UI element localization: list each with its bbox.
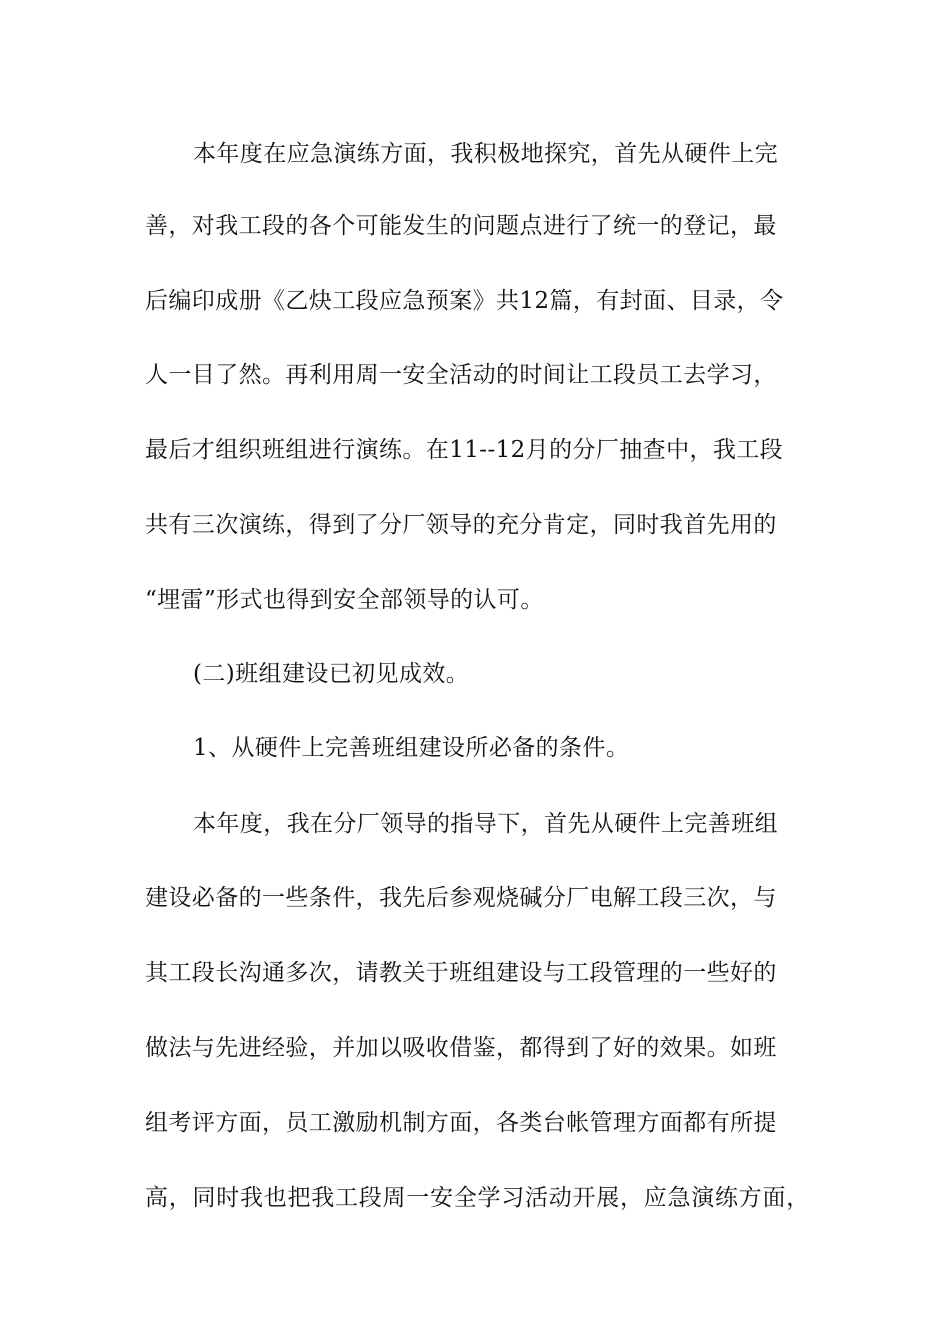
paragraph-line: 人一目了然。再利用周一安全活动的时间让工段员工去学习， xyxy=(145,362,777,388)
paragraph-line: 本年度在应急演练方面，我积极地探究，首先从硬件上完 xyxy=(193,141,778,167)
paragraph-line: “埋雷”形式也得到安全部领导的认可。 xyxy=(145,587,544,613)
paragraph-line: 其工段长沟通多次，请教关于班组建设与工段管理的一些好的 xyxy=(145,960,777,986)
paragraph-line: 善，对我工段的各个可能发生的问题点进行了统一的登记，最 xyxy=(145,213,777,239)
paragraph-line: 共有三次演练，得到了分厂领导的充分肯定，同时我首先用的 xyxy=(145,512,777,538)
paragraph-line: 做法与先进经验，并加以吸收借鉴，都得到了好的效果。如班 xyxy=(145,1035,777,1061)
paragraph-line: 最后才组织班组进行演练。在11--12月的分厂抽查中，我工段 xyxy=(145,437,784,463)
section-heading: (二)班组建设已初见成效。 xyxy=(193,661,470,687)
paragraph-line: 本年度，我在分厂领导的指导下，首先从硬件上完善班组 xyxy=(193,811,778,837)
paragraph-line: 组考评方面，员工激励机制方面，各类台帐管理方面都有所提 xyxy=(145,1110,777,1136)
paragraph-line: 建设必备的一些条件，我先后参观烧碱分厂电解工段三次，与 xyxy=(145,885,777,911)
paragraph-line: 高，同时我也把我工段周一安全学习活动开展，应急演练方面， xyxy=(145,1185,810,1211)
subsection-heading: 1、从硬件上完善班组建设所必备的条件。 xyxy=(193,735,630,761)
paragraph-line: 后编印成册《乙炔工段应急预案》共12篇，有封面、目录，令 xyxy=(145,288,784,314)
